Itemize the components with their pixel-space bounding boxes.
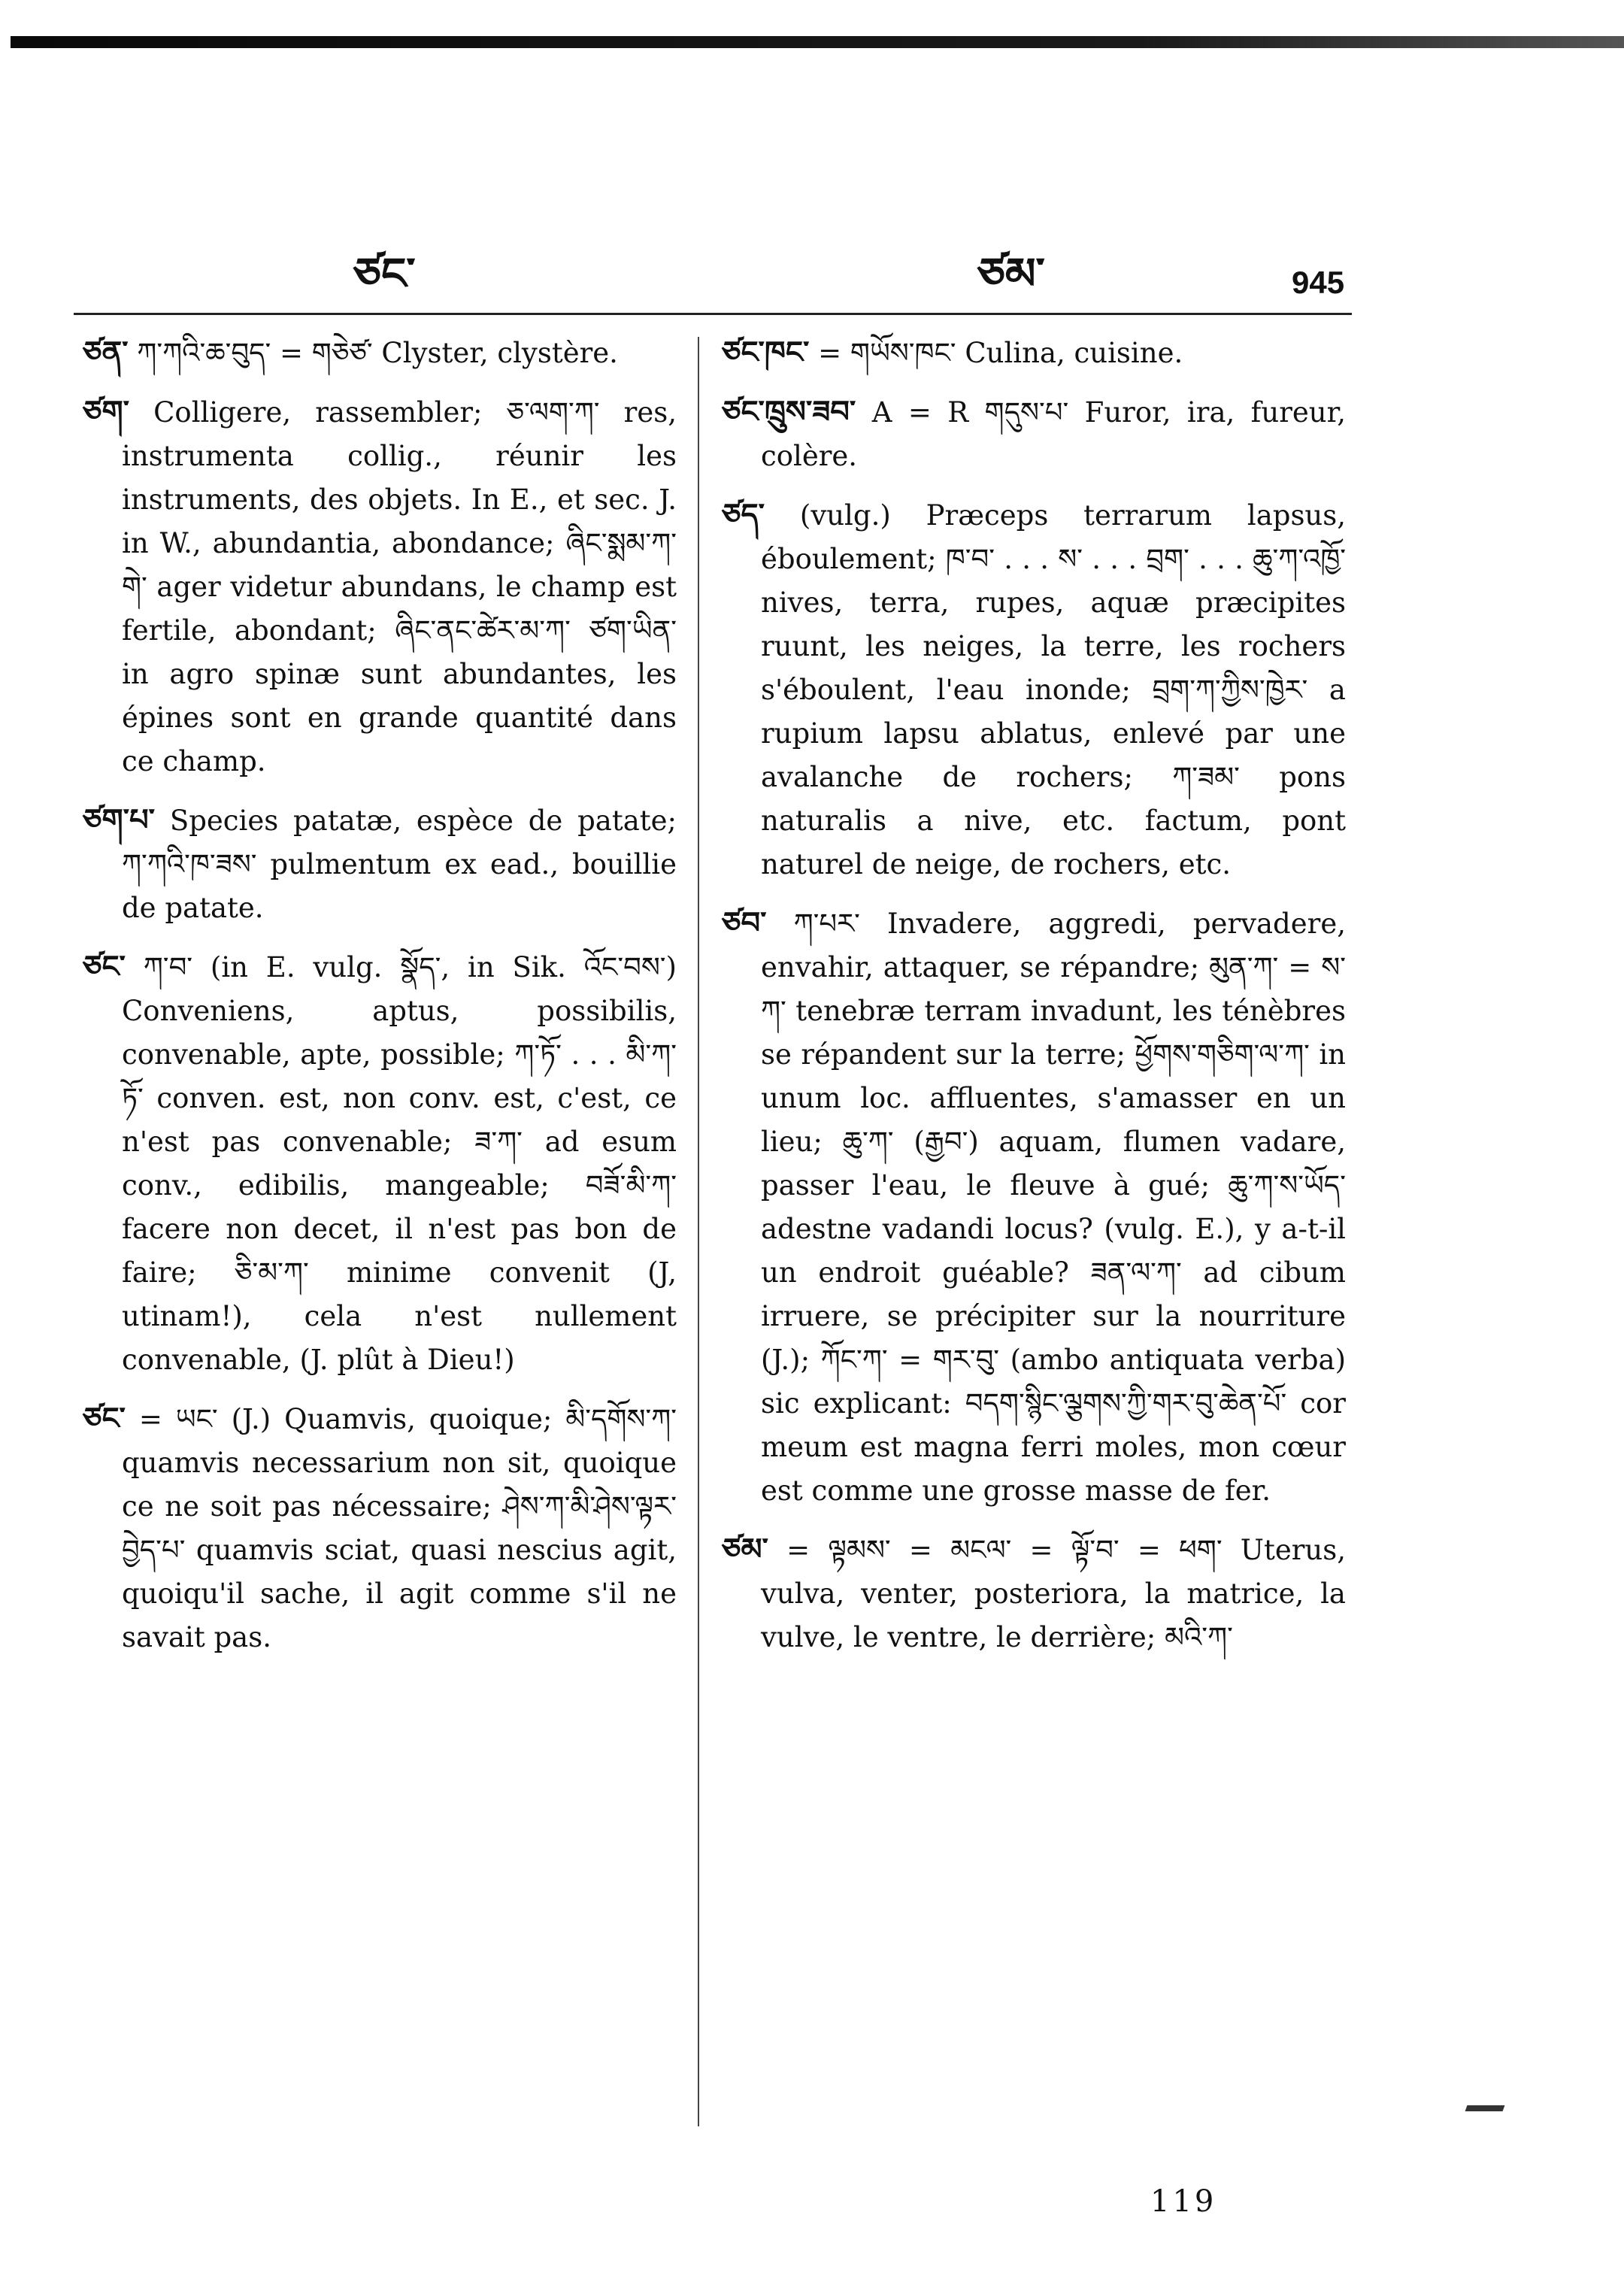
right-column: [722, 331, 1346, 1674]
entry-text: ཀ་བ་ (in E. vulg. སྣོད་, in Sik. འོང་བས་) Conveniens, aptus, possibilis, convenable, apte, possible; ཀ་ཏོ་ . . . མི་ཀ་ཏོ་ conven. est, non conv. est, c'est, ce n'est pas convenable; ཟ་ཀ་ ad esum conv., edibilis, mangeable; བཟོ་མི་ཀ་ facere non decet, il n'est pas bon de faire; ཅི་མ་ཀ་ minime convenit (J, utinam!), cela n'est nullement convenable, (J. plût à Dieu!): [122, 951, 677, 1376]
entry-text: ཀ་པར་ Invadere, aggredi, pervadere, envahir, attaquer, se répandre; མུན་ཀ་ = ས་ཀ་ tenebræ terram invadunt, les ténèbres se répandent sur la terre; ཕྱོགས་གཅིག་ལ་ཀ་ in unum loc. affluentes, s'amasser en un lieu; ཆུ་ཀ་ (རྒྱབ་) aquam, flumen vadare, passer l'eau, le fleuve à gué; ཆུ་ཀ་ས་ཡོད་ adestne vadandi locus? (vulg. E.), y a-t-il un endroit guéable? ཟན་ལ་ཀ་ ad cibum irruere, se précipiter sur la nourriture (J.); ཀོང་ཀ་ = གར་བུ་ (ambo antiquata verba) sic explicant: བདག་སྙིང་ལྕགས་ཀྱི་གར་བུ་ཆེན་པོ་ cor meum est magna ferri moles, mon cœur est comme une grosse masse de fer.: [761, 908, 1346, 1507]
dictionary-entry: [83, 945, 677, 1382]
ink-smudge: [1465, 2105, 1505, 2111]
dictionary-entry: [722, 331, 1346, 375]
entry-headword: ཙད་: [722, 498, 765, 532]
left-column: [83, 331, 677, 1674]
entry-headword: ཙན་: [83, 335, 129, 370]
column-divider: [698, 337, 699, 2126]
dictionary-entry: [83, 331, 677, 375]
top-border-rule: [11, 36, 1624, 48]
entry-text: = ཡང་ (J.) Quamvis, quoique; མི་དགོས་ཀ་ quamvis necessarium non sit, quoique ce ne soit pas nécessaire; ཤེས་ཀ་མི་ཤེས་ལྟར་བྱེད་པ་ quamvis sciat, quasi nescius agit, quoiqu'il sache, il agit comme s'il ne savait pas.: [122, 1403, 677, 1653]
entry-headword: ཙག་པ་: [83, 803, 156, 838]
entry-text: ཀ་ཀའི་ཆ་བུད་ = གཅེཙ་ Clyster, clystère.: [137, 337, 618, 369]
entry-text: (vulg.) Præceps terrarum lapsus, éboulement; ཁ་བ་ . . . ས་ . . . བྲག་ . . . ཆུ་ཀ་འཁྱོ་ nives, terra, rupes, aquæ præcipites ruunt, les neiges, la terre, les rochers s'éboulent, l'eau inonde; བྲག་ཀ་ཀྱིས་ཁྱེར་ a rupium lapsu ablatus, enlevé par une avalanche de rochers; ཀ་ཟམ་ pons naturalis a nive, etc. factum, pont naturel de neige, de rochers, etc.: [761, 499, 1347, 880]
dictionary-entry: [722, 493, 1346, 886]
dictionary-entry: [722, 902, 1346, 1513]
entry-headword: ཙག་: [83, 395, 129, 429]
dictionary-entry: [83, 1397, 677, 1659]
entry-headword: ཙང་ཁང་: [722, 335, 810, 370]
entry-headword: ཙམ་: [722, 1532, 768, 1567]
entry-headword: ཙང་ཁྲུས་ཟབ་: [722, 395, 856, 429]
dictionary-entry: [83, 799, 677, 930]
dictionary-entry: [83, 390, 677, 783]
entry-text: A = R གདུས་པ་ Furor, ira, fureur, colère.: [761, 396, 1346, 472]
dictionary-entry: [722, 390, 1346, 478]
entry-text: = གཡོས་ཁང་ Culina, cuisine.: [818, 337, 1183, 369]
entry-headword: ཙང་: [83, 950, 126, 984]
right-running-headword: ཙམ་: [977, 248, 1045, 299]
entry-text: Colligere, rassembler; ཅ་ལག་ཀ་ res, instrumenta collig., réunir les instruments, des objets. In E., et sec. J. in W., abundantia, abondance; ཞིང་སྨམ་ཀ་གེ་ ager videtur abundans, le champ est fertile, abondant; ཞིང་ནང་ཚེར་མ་ཀ་ ཙག་ཡིན་ in agro spinæ sunt abundantes, les épines sont en grande quantité dans ce champ.: [122, 396, 677, 777]
header-rule: [74, 313, 1352, 315]
entry-headword: ཙང་: [83, 1402, 126, 1436]
entry-headword: ཙབ་: [722, 906, 767, 941]
page-number: 945: [1292, 265, 1345, 300]
entry-text: Species patatæ, espèce de patate; ཀ་ཀའི་ཁ་ཟས་ pulmentum ex ead., bouillie de patate.: [122, 805, 677, 924]
left-running-headword: ཙང་: [353, 248, 416, 299]
entry-text: = ལྟམས་ = མངལ་ = ལྟོ་བ་ = ཕག་ Uterus, vulva, venter, posteriora, la matrice, la vulve, le ventre, le derrière; མའི་ཀ་: [761, 1534, 1347, 1653]
dictionary-entry: [722, 1528, 1346, 1659]
signature-number: 119: [1150, 2184, 1217, 2219]
